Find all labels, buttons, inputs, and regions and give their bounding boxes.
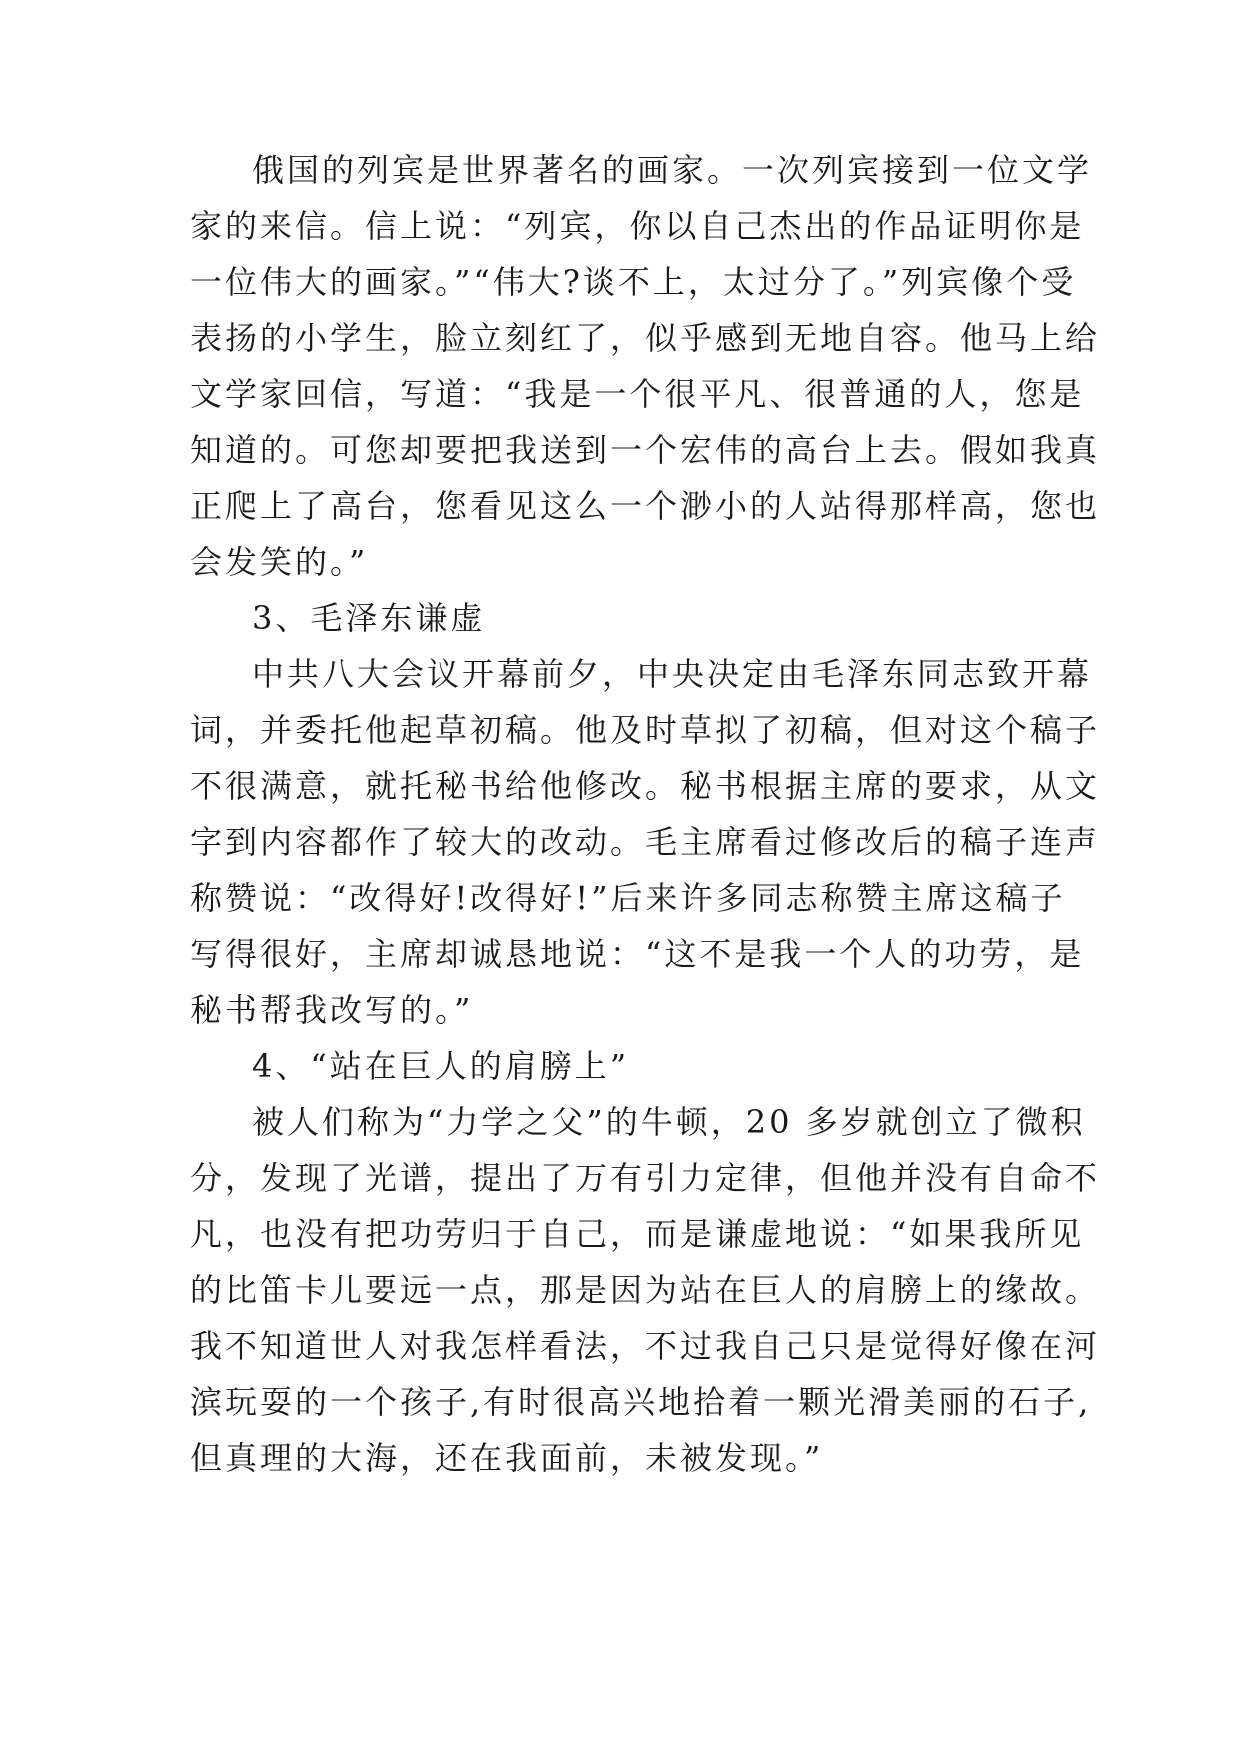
paragraph-line: 俄国的列宾是世界著名的画家。一次列宾接到一位文学 (252, 151, 1093, 189)
paragraph-line: 中共八大会议开幕前夕，中央决定由毛泽东同志致开幕 (252, 655, 1093, 693)
paragraph-line: 凡，也没有把功劳归于自己，而是谦虚地说：“如果我所见 (190, 1215, 1085, 1253)
paragraph-line: 分，发现了光谱，提出了万有引力定律，但他并没有自命不 (190, 1159, 1101, 1197)
paragraph-line: 家的来信。信上说：“列宾，你以自己杰出的作品证明你是 (190, 207, 1085, 245)
paragraph-line: 知道的。可您却要把我送到一个宏伟的高台上去。假如我真 (190, 431, 1101, 469)
paragraph-line: 的比笛卡儿要远一点，那是因为站在巨人的肩膀上的缘故。 (190, 1271, 1101, 1309)
paragraph-line: 但真理的大海，还在我面前，未被发现。” (190, 1439, 824, 1477)
paragraph-line: 称赞说：“改得好!改得好!”后来许多同志称赞主席这稿子 (190, 879, 1066, 917)
paragraph-line: 表扬的小学生，脸立刻红了，似乎感到无地自容。他马上给 (190, 319, 1101, 357)
paragraph-line: 滨玩耍的一个孩子,有时很高兴地拾着一颗光滑美丽的石子, (190, 1383, 1092, 1421)
paragraph-line: 字到内容都作了较大的改动。毛主席看过修改后的稿子连声 (190, 823, 1101, 861)
section-heading: 3、毛泽东谦虚 (252, 599, 486, 637)
paragraph-line: 我不知道世人对我怎样看法，不过我自己只是觉得好像在河 (190, 1327, 1101, 1365)
paragraph-line: 正爬上了高台，您看见这么一个渺小的人站得那样高，您也 (190, 487, 1101, 525)
paragraph-line: 词，并委托他起草初稿。他及时草拟了初稿，但对这个稿子 (190, 711, 1101, 749)
paragraph-line: 文学家回信，写道：“我是一个很平凡、很普通的人，您是 (190, 375, 1085, 413)
paragraph-line: 一位伟大的画家。”“伟大?谈不上，太过分了。”列宾像个受 (190, 263, 1077, 301)
paragraph-line: 被人们称为“力学之父”的牛顿，20 多岁就创立了微积 (252, 1103, 1086, 1141)
paragraph-line: 会发笑的。” (190, 543, 369, 581)
paragraph-line: 秘书帮我改写的。” (190, 991, 474, 1029)
paragraph-line: 写得很好，主席却诚恳地说：“这不是我一个人的功劳，是 (190, 935, 1085, 973)
section-heading: 4、“站在巨人的肩膀上” (252, 1047, 630, 1085)
paragraph-line: 不很满意，就托秘书给他修改。秘书根据主席的要求，从文 (190, 767, 1101, 805)
